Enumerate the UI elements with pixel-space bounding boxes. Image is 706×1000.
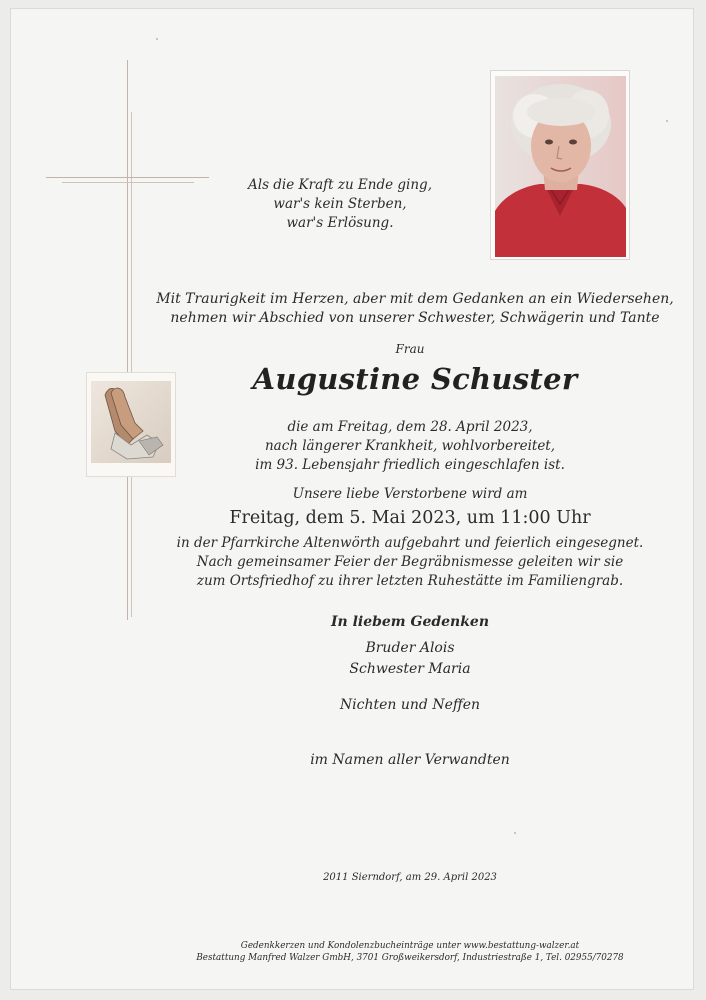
paper-speck [666,120,668,122]
intro-text [130,290,700,328]
cross-vertical-line [127,60,128,620]
intro-line: nehmen wir Abschied von unserer Schwester, Schwägerin und Tante [170,310,660,326]
death-notice-line: die am Freitag, dem 28. April 2023, [287,419,533,435]
portrait-icon [495,76,626,257]
mourner: im Namen aller Verwandten [310,752,510,768]
cross-horizontal-line [46,177,209,178]
death-notice-line: im 93. Lebensjahr friedlich eingeschlafen ist. [255,457,565,473]
place-date: 2011 Sierndorf, am 29. April 2023 [323,872,497,883]
footer-line: Bestattung Manfred Walzer GmbH, 3701 Großweikersdorf, Industriestraße 1, Tel. 02955/70278 [196,953,624,963]
paper-speck [156,38,158,40]
funeral-details-line: in der Pfarrkirche Altenwörth aufgebahrt und feierlich eingesegnet. [176,535,644,551]
praying-hands-image [86,372,176,477]
cross-horizontal-line-inner [62,182,194,183]
poem-line: war's kein Sterben, [273,196,407,212]
intro-line: Mit Traurigkeit im Herzen, aber mit dem Gedanken an ein Wiedersehen, [156,291,674,307]
funeral-date: Freitag, dem 5. Mai 2023, um 11:00 Uhr [229,508,591,528]
cross-vertical-line-inner [131,112,132,617]
death-notice-line: nach längerer Krankheit, wohlvorbereitet, [264,438,556,454]
mourner: Schwester Maria [349,661,471,677]
salutation: Frau [395,342,425,356]
memory-heading: In liebem Gedenken [330,614,490,630]
funeral-lead: Unsere liebe Verstorbene wird am [292,486,528,502]
poem-line: Als die Kraft zu Ende ging, [248,177,432,193]
deceased-name: Augustine Schuster [252,362,578,396]
poem-line: war's Erlösung. [286,215,394,231]
funeral-details [170,534,650,591]
footer-line: Gedenkkerzen und Kondolenzbucheinträge unter www.bestattung-walzer.at [240,941,580,951]
poem [240,176,440,233]
funeral-details-line: zum Ortsfriedhof zu ihrer letzten Ruhestätte im Familiengrab. [196,573,624,589]
funeral-details-line: Nach gemeinsamer Feier der Begräbnismesse geleiten wir sie [196,554,624,570]
mourner: Nichten und Neffen [339,697,481,713]
paper-speck [514,832,516,834]
praying-hands-icon [87,373,175,476]
death-notice [200,418,620,475]
portrait-photo [495,76,626,257]
mourner: Bruder Alois [365,640,455,656]
